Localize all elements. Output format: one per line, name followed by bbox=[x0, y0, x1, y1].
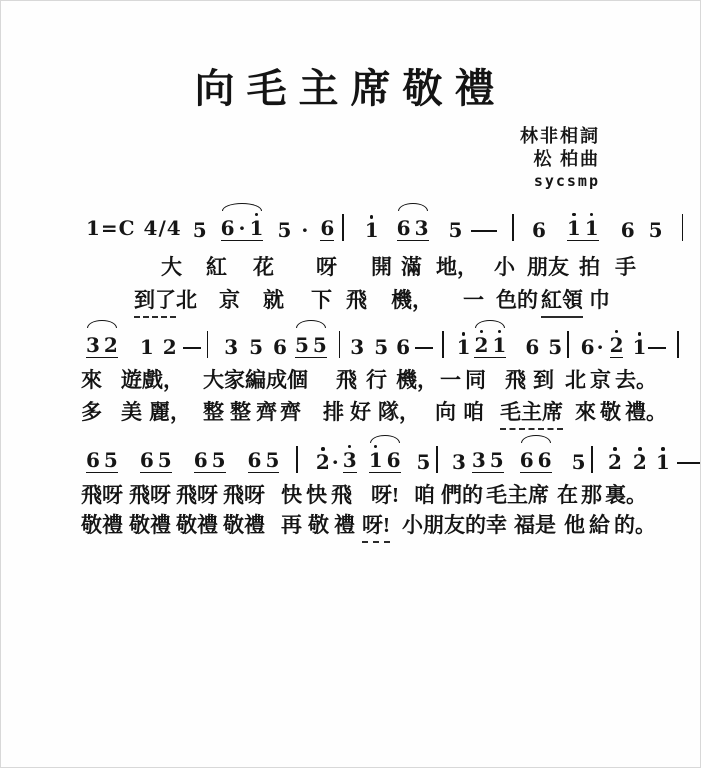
lyric-segment: 去。 bbox=[615, 368, 657, 392]
lyric-segment: 京 bbox=[590, 368, 611, 392]
beam-notes bbox=[221, 212, 264, 242]
lyric-segment: 就 bbox=[263, 288, 284, 312]
slur-arc bbox=[475, 320, 505, 328]
barline bbox=[207, 331, 209, 358]
note bbox=[621, 214, 635, 241]
lyric-segment: 快 bbox=[281, 483, 302, 507]
lyric-segment: 美 bbox=[121, 400, 142, 424]
note bbox=[608, 446, 622, 473]
beam-group bbox=[369, 435, 401, 474]
note-digit: 6 bbox=[220, 215, 235, 240]
slur-arc bbox=[87, 320, 117, 328]
beam-notes bbox=[86, 329, 118, 359]
lyric-segment: 禮。 bbox=[625, 400, 667, 424]
note-digit: 3 bbox=[342, 447, 357, 472]
lyric-segment: 齊 bbox=[256, 400, 277, 424]
note-digit: 1 bbox=[492, 332, 507, 357]
lyric-segment: 敬禮 bbox=[176, 513, 218, 537]
lyric-row-3 bbox=[81, 364, 657, 394]
barline bbox=[342, 214, 344, 241]
note bbox=[273, 331, 287, 358]
note bbox=[140, 444, 154, 471]
note-digit: 2 bbox=[607, 450, 622, 474]
note-digit: 5 bbox=[277, 218, 292, 242]
note bbox=[597, 331, 604, 358]
extension-dash bbox=[183, 347, 201, 350]
song-title: 向毛主席敬禮 bbox=[194, 66, 507, 111]
note bbox=[472, 444, 486, 471]
lyric-segment: 京 bbox=[219, 288, 240, 312]
note bbox=[492, 329, 506, 356]
lyric-segment: 福是 bbox=[514, 513, 556, 537]
music-line-3 bbox=[86, 435, 701, 473]
lyric-segment: 飛呀 bbox=[176, 483, 218, 507]
note bbox=[224, 331, 238, 358]
note-digit: 5 bbox=[548, 335, 563, 359]
barline bbox=[442, 331, 444, 358]
lyric-segment: 地， bbox=[436, 255, 478, 279]
note bbox=[633, 446, 647, 473]
beam-notes bbox=[140, 444, 172, 474]
music-line-2 bbox=[86, 320, 679, 358]
note-digit: 1 bbox=[566, 215, 581, 240]
beam-group bbox=[474, 320, 506, 359]
note bbox=[520, 444, 534, 471]
note bbox=[86, 329, 100, 356]
lyric-segment: 向 bbox=[435, 400, 456, 424]
note-digit: · bbox=[331, 450, 339, 474]
note-digit: 1 bbox=[584, 215, 599, 240]
barline bbox=[567, 331, 569, 358]
note-digit: 5 bbox=[294, 332, 309, 357]
note bbox=[249, 331, 263, 358]
note-digit: 3 bbox=[86, 332, 100, 357]
note-digit: 6 bbox=[519, 447, 534, 472]
note bbox=[397, 212, 411, 239]
lyric-segment: 下 bbox=[311, 288, 332, 312]
note bbox=[301, 214, 308, 241]
lyric-segment: 呀! bbox=[362, 509, 390, 543]
lyric-segment: 禮 bbox=[334, 513, 355, 537]
extension-dash bbox=[415, 347, 433, 350]
barline bbox=[512, 214, 514, 241]
note-digit: 6 bbox=[580, 335, 595, 359]
lyric-segment: 大 bbox=[161, 255, 182, 279]
lyric-segment: 毛主席 bbox=[500, 396, 563, 430]
beam-group bbox=[194, 444, 226, 474]
note bbox=[350, 331, 364, 358]
note-digit: 5 bbox=[312, 332, 327, 357]
note bbox=[649, 214, 663, 241]
note bbox=[457, 331, 471, 358]
composer-credit: 松 柏曲 bbox=[533, 149, 600, 169]
note bbox=[104, 329, 118, 356]
lyric-segment: 手 bbox=[615, 255, 636, 279]
lyric-segment: 同 bbox=[465, 368, 486, 392]
lyric-segment: 整 bbox=[203, 400, 224, 424]
lyric-segment: 紅領 bbox=[541, 284, 583, 318]
lyric-segment: 幸 bbox=[486, 513, 507, 537]
note bbox=[320, 212, 334, 242]
lyric-row-6 bbox=[81, 509, 656, 543]
lyric-segment: 敬 bbox=[600, 400, 621, 424]
note-digit: · bbox=[596, 335, 604, 359]
beam-notes bbox=[369, 444, 401, 474]
note-digit: 3 bbox=[350, 335, 365, 359]
lyric-segment: 快 bbox=[306, 483, 327, 507]
note-digit: 5 bbox=[103, 447, 118, 472]
lyric-segment: 機， bbox=[391, 288, 433, 312]
note-digit: 1 bbox=[456, 335, 471, 359]
lyric-segment: 的。 bbox=[614, 513, 656, 537]
note bbox=[374, 331, 388, 358]
note bbox=[316, 446, 330, 473]
lyric-segment: 北 bbox=[176, 288, 197, 312]
lyric-segment: 小朋友的 bbox=[402, 513, 486, 537]
note-digit: 6 bbox=[193, 447, 208, 472]
note-digit: 2 bbox=[632, 450, 647, 474]
note bbox=[610, 329, 624, 359]
extension-dash bbox=[471, 230, 497, 233]
slur-arc bbox=[296, 320, 326, 328]
note-digit: 3 bbox=[414, 215, 429, 240]
note-digit: 1 bbox=[139, 335, 154, 359]
beam-group bbox=[248, 444, 280, 474]
note bbox=[332, 446, 339, 473]
lyric-segment: 飛 bbox=[331, 483, 352, 507]
beam-group bbox=[221, 203, 264, 242]
lyric-segment: 敬禮 bbox=[81, 513, 123, 537]
lyric-segment: 飛 bbox=[336, 368, 357, 392]
beam-notes bbox=[474, 329, 506, 359]
note-digit: 1 bbox=[632, 335, 647, 359]
note bbox=[525, 331, 539, 358]
barline bbox=[591, 446, 593, 473]
lyric-segment: 呀 bbox=[316, 255, 337, 279]
lyric-row-1 bbox=[161, 251, 636, 281]
lyric-segment: 裏。 bbox=[605, 483, 647, 507]
note bbox=[396, 331, 410, 358]
note bbox=[369, 444, 383, 471]
note bbox=[104, 444, 118, 471]
lyric-segment: 色的 bbox=[496, 288, 538, 312]
beam-notes bbox=[472, 444, 504, 474]
lyric-segment: 他 bbox=[564, 513, 585, 537]
lyric-segment: 隊， bbox=[378, 400, 420, 424]
lyric-row-5 bbox=[81, 479, 647, 509]
lyric-segment: 呀! bbox=[371, 483, 399, 507]
note-digit: 6 bbox=[139, 447, 154, 472]
lyric-segment: 那 bbox=[581, 483, 602, 507]
note bbox=[567, 212, 581, 239]
note-digit: 5 bbox=[211, 447, 226, 472]
lyric-segment: 飛 bbox=[346, 288, 367, 312]
note-digit: 6 bbox=[320, 215, 335, 240]
note-digit: 6 bbox=[525, 335, 540, 359]
watermark-text: sycsmp bbox=[533, 172, 600, 190]
lyric-segment: 好 bbox=[350, 400, 371, 424]
note-digit: 6 bbox=[396, 215, 411, 240]
note-digit: 5 bbox=[265, 447, 280, 472]
beam-notes bbox=[248, 444, 280, 474]
beam-notes bbox=[86, 444, 118, 474]
beam-notes bbox=[295, 329, 327, 359]
note-digit: · bbox=[238, 215, 246, 240]
note-digit: 5 bbox=[448, 218, 463, 242]
lyric-segment: 滿 bbox=[401, 255, 422, 279]
lyric-segment: 開 bbox=[371, 255, 392, 279]
note bbox=[140, 331, 154, 358]
note-digit: 6 bbox=[86, 447, 100, 472]
barline bbox=[677, 331, 679, 358]
note-digit: 5 bbox=[489, 447, 504, 472]
note-digit: 6 bbox=[396, 335, 411, 359]
lyric-row-4 bbox=[81, 396, 667, 430]
note bbox=[365, 214, 379, 241]
lyric-segment: 行 bbox=[366, 368, 387, 392]
note bbox=[163, 331, 177, 358]
beam-group bbox=[86, 320, 118, 359]
note bbox=[585, 212, 599, 239]
barline bbox=[436, 446, 438, 473]
lyric-segment: 咱 bbox=[414, 483, 435, 507]
note-digit: 5 bbox=[157, 447, 172, 472]
lyric-segment: 麗， bbox=[149, 400, 191, 424]
lyric-segment: 拍 bbox=[579, 255, 600, 279]
note bbox=[417, 446, 431, 473]
beam-group bbox=[397, 203, 429, 242]
lyric-segment: 小 bbox=[494, 255, 515, 279]
lyric-segment: 到 bbox=[533, 368, 554, 392]
lyric-segment: 們的 bbox=[441, 483, 483, 507]
lyric-segment: 排 bbox=[323, 400, 344, 424]
lyric-segment: 多 bbox=[81, 400, 102, 424]
note-digit: 1 bbox=[655, 450, 670, 474]
slur-arc bbox=[222, 203, 263, 211]
note-digit: 5 bbox=[571, 450, 586, 474]
note bbox=[277, 214, 291, 241]
lyric-segment: 敬 bbox=[308, 513, 329, 537]
note-digit: 6 bbox=[537, 447, 552, 472]
lyric-segment: 敬禮 bbox=[129, 513, 171, 537]
lyric-segment: 整 bbox=[230, 400, 251, 424]
beam-group bbox=[140, 444, 172, 474]
lyric-segment: 飛 bbox=[505, 368, 526, 392]
lyric-segment: 齊 bbox=[280, 400, 301, 424]
lyric-segment: 花 bbox=[253, 255, 274, 279]
note bbox=[474, 329, 488, 356]
note bbox=[194, 444, 208, 471]
beam-notes bbox=[520, 444, 552, 474]
note-digit: 5 bbox=[249, 335, 264, 359]
note bbox=[449, 214, 463, 241]
lyric-segment: 北 bbox=[565, 368, 586, 392]
note bbox=[343, 444, 357, 474]
lyric-segment: 咱 bbox=[463, 400, 484, 424]
lyric-segment: 再 bbox=[281, 513, 302, 537]
lyric-segment: 給 bbox=[589, 513, 610, 537]
note bbox=[212, 444, 226, 471]
note bbox=[415, 212, 429, 239]
note bbox=[313, 329, 327, 356]
key-time-signature: 1=C 4/4 bbox=[86, 216, 182, 240]
lyric-segment: 巾 bbox=[589, 288, 610, 312]
note-digit: 2 bbox=[474, 332, 489, 357]
note bbox=[656, 446, 670, 473]
extension-dash bbox=[648, 347, 666, 350]
beam-group bbox=[567, 212, 599, 242]
lyricist-credit: 林非相詞 bbox=[520, 126, 600, 146]
note bbox=[632, 331, 646, 358]
beam-notes bbox=[194, 444, 226, 474]
note bbox=[158, 444, 172, 471]
note-digit: 5 bbox=[374, 335, 389, 359]
lyric-segment: 飛呀 bbox=[81, 483, 123, 507]
beam-group bbox=[520, 435, 552, 474]
note bbox=[250, 212, 264, 239]
note-digit: 5 bbox=[192, 218, 207, 242]
credits-block bbox=[520, 125, 600, 191]
beam-notes bbox=[567, 212, 599, 242]
lyric-segment: 飛呀 bbox=[223, 483, 265, 507]
lyric-segment: 敬禮 bbox=[223, 513, 265, 537]
note-digit: 5 bbox=[416, 450, 431, 474]
beam-group bbox=[472, 444, 504, 474]
note bbox=[490, 444, 504, 471]
note-digit: 3 bbox=[224, 335, 239, 359]
lyric-segment: 紅 bbox=[206, 255, 227, 279]
beam-group bbox=[86, 444, 118, 474]
note-digit: 1 bbox=[364, 218, 379, 242]
slur-arc bbox=[370, 435, 400, 443]
slur-arc bbox=[521, 435, 551, 443]
note bbox=[532, 214, 546, 241]
lyric-segment: 遊戲， bbox=[121, 368, 184, 392]
note-digit: 6 bbox=[386, 447, 401, 472]
note-digit: 1 bbox=[368, 447, 383, 472]
slur-arc bbox=[398, 203, 428, 211]
note bbox=[248, 444, 262, 471]
music-line-1 bbox=[86, 203, 683, 241]
extension-dash bbox=[677, 462, 701, 465]
beam-group bbox=[295, 320, 327, 359]
barline bbox=[296, 446, 298, 473]
lyric-segment: 來 bbox=[575, 400, 596, 424]
lyric-segment: 毛主席 bbox=[486, 483, 549, 507]
note bbox=[387, 444, 401, 471]
note-digit: 6 bbox=[620, 218, 635, 242]
note-digit: 6 bbox=[247, 447, 262, 472]
note-digit: 2 bbox=[609, 332, 624, 357]
note-digit: · bbox=[301, 218, 309, 242]
note bbox=[239, 212, 246, 239]
lyric-row-2 bbox=[134, 284, 610, 318]
beam-notes bbox=[397, 212, 429, 242]
note bbox=[572, 446, 586, 473]
lyric-segment: 來 bbox=[81, 368, 102, 392]
lyric-segment: 到了 bbox=[134, 284, 176, 318]
note bbox=[221, 212, 235, 239]
lyric-segment: 大家編成個 bbox=[203, 368, 308, 392]
lyric-segment: 機， bbox=[396, 368, 438, 392]
note bbox=[452, 446, 466, 473]
note bbox=[86, 444, 100, 471]
note bbox=[538, 444, 552, 471]
lyric-segment: 一 bbox=[463, 288, 484, 312]
note bbox=[548, 331, 562, 358]
note-digit: 6 bbox=[531, 218, 546, 242]
note-digit: 6 bbox=[273, 335, 287, 359]
note-digit: 1 bbox=[249, 215, 264, 240]
barline bbox=[682, 214, 684, 241]
note bbox=[193, 214, 207, 241]
note-digit: 2 bbox=[315, 450, 330, 474]
note-digit: 3 bbox=[451, 450, 466, 474]
lyric-segment: 在 bbox=[557, 483, 578, 507]
lyric-segment: 朋友 bbox=[527, 255, 569, 279]
note-digit: 3 bbox=[471, 447, 486, 472]
note bbox=[581, 331, 595, 358]
note-digit: 2 bbox=[103, 332, 118, 357]
lyric-segment: 飛呀 bbox=[129, 483, 171, 507]
barline bbox=[339, 331, 341, 358]
note bbox=[295, 329, 309, 356]
note bbox=[265, 444, 279, 471]
note-digit: 5 bbox=[648, 218, 663, 242]
note-digit: 2 bbox=[162, 335, 177, 359]
lyric-segment: 一 bbox=[440, 368, 461, 392]
